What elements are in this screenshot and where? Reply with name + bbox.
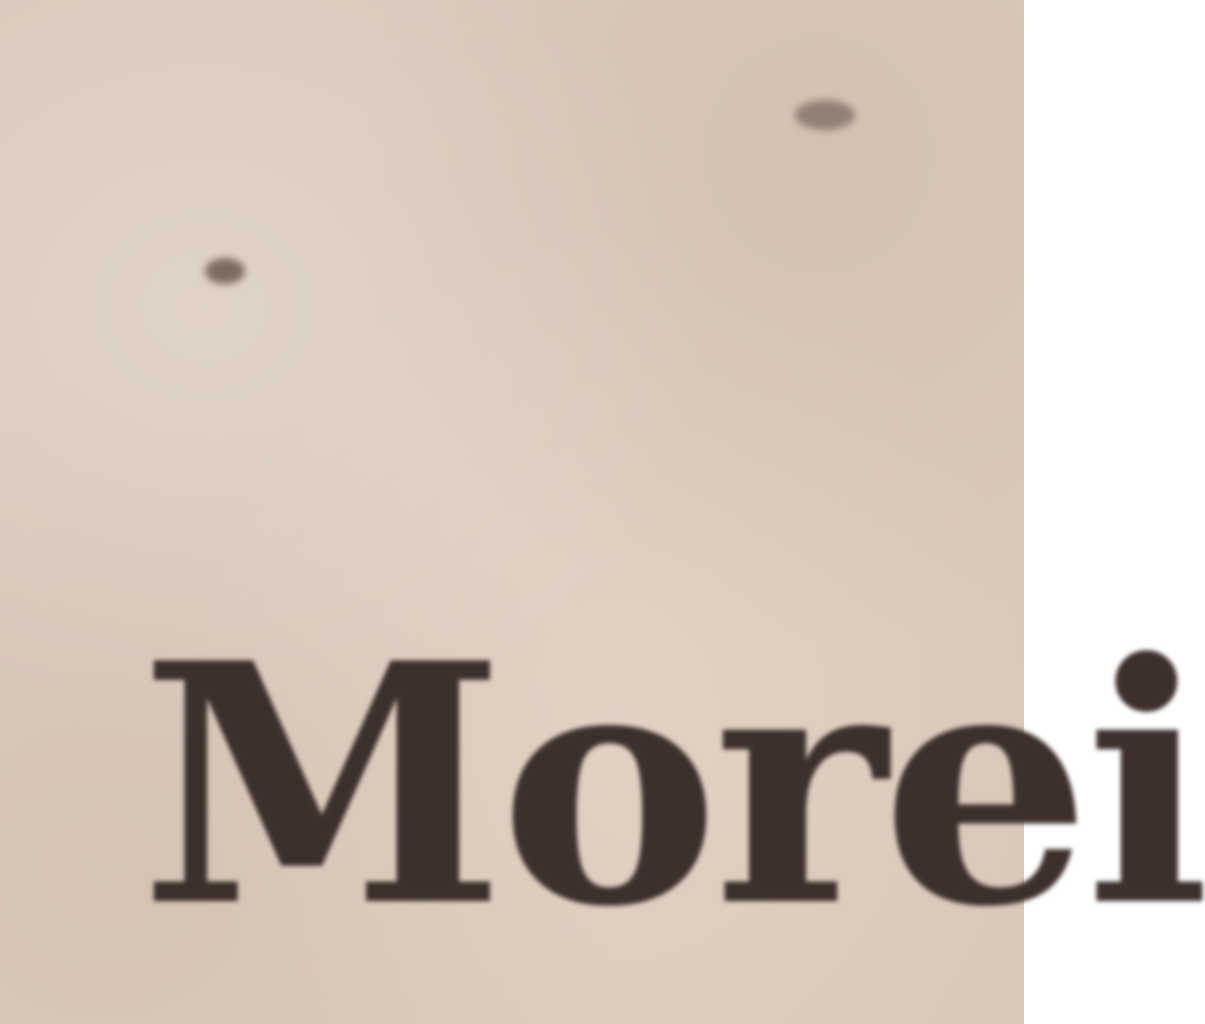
printed-word: Morei [140, 591, 1205, 979]
ink-speck [205, 258, 245, 284]
ink-speck [795, 100, 855, 130]
